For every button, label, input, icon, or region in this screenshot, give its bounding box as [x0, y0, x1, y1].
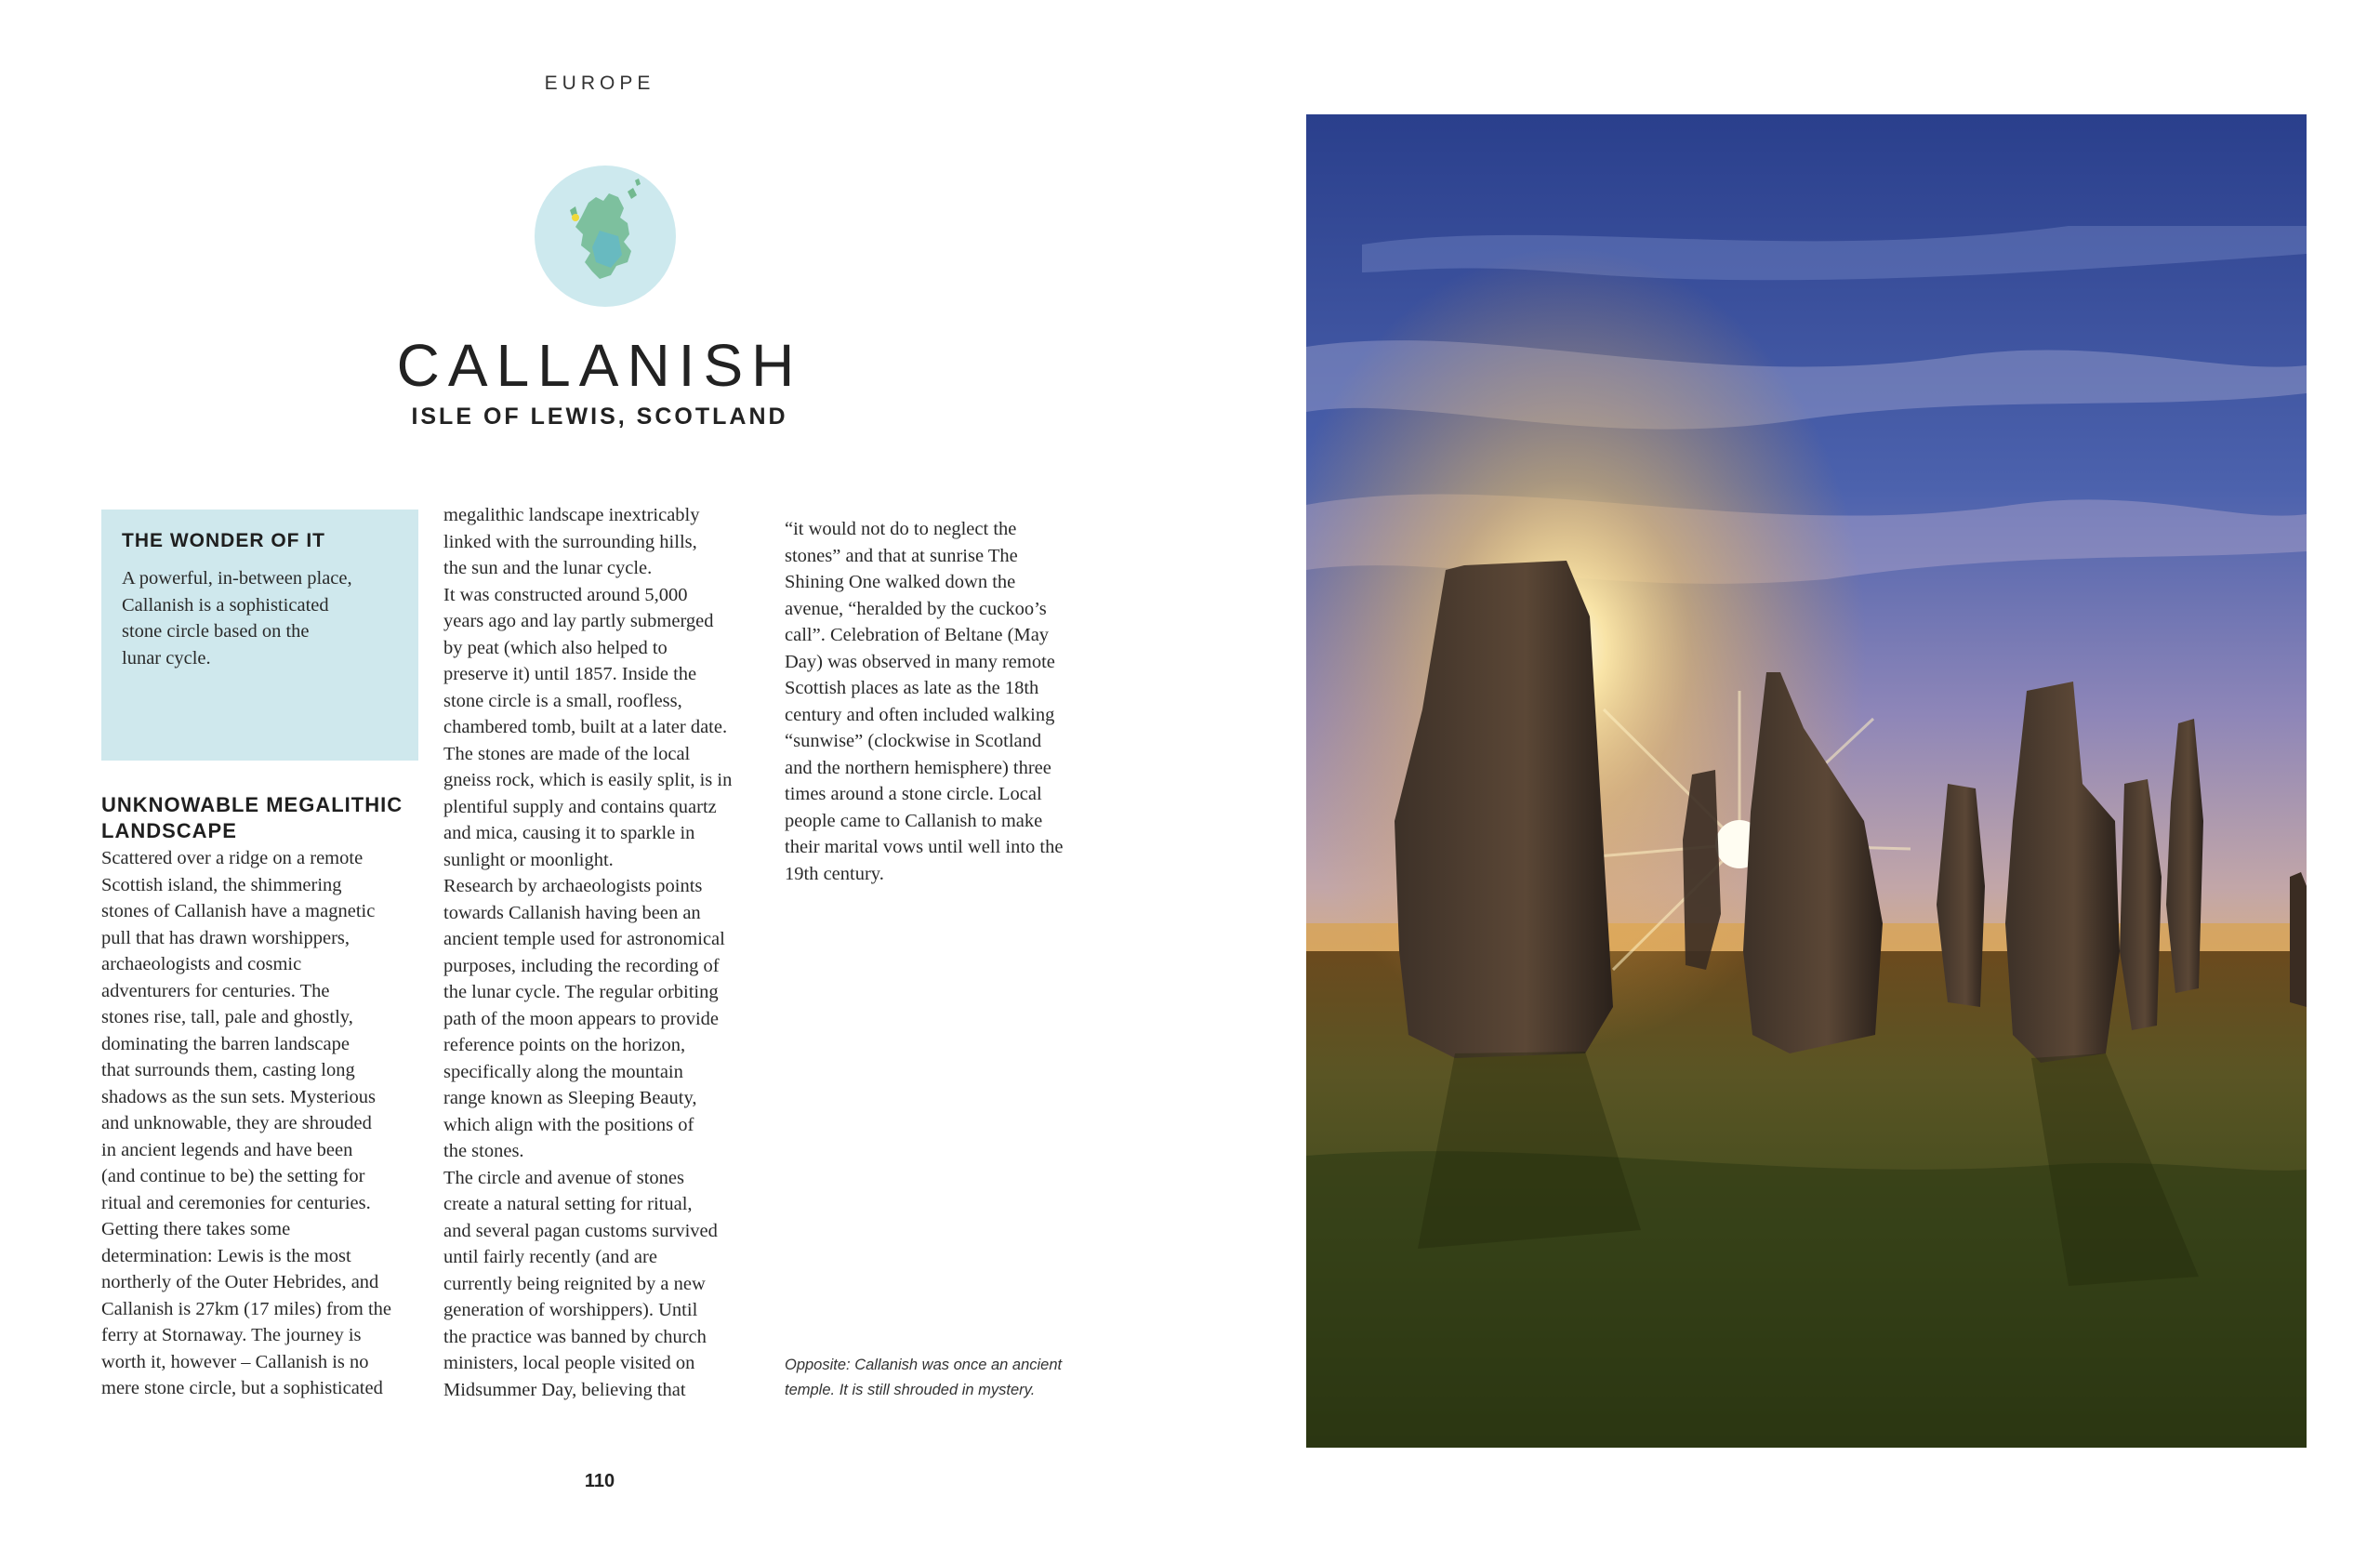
section-label: EUROPE	[544, 73, 655, 94]
wonder-text: A powerful, in-between place, Callanish is a sophisticated stone circle based on the lunar cycle.	[122, 568, 352, 669]
scotland-map-icon	[535, 165, 676, 307]
wonder-heading: THE WONDER OF IT	[122, 530, 325, 551]
standing-stones-sunset-photo	[1306, 114, 2307, 1448]
page-subtitle: ISLE OF LEWIS, SCOTLAND	[411, 404, 788, 430]
article-heading: UNKNOWABLE MEGALITHIC LANDSCAPE	[101, 793, 403, 842]
photo-caption: Opposite: Callanish was once an ancient temple. It is still shrouded in mystery.	[785, 1357, 1063, 1398]
page-number: 110	[584, 1471, 615, 1491]
article-column-2: megalithic landscape inextricably linked with the surrounding hills, the sun and the lunar cycle. It was constructed around 5,000 years ago and lay partly submerged by peat (which also helped to preserve it) until 1857. Inside the stone circle is a small, roofless, chambered tomb, built at a later date. The stones are made of the local gneiss rock, which is easily split, is in plentiful supply and contains quartz and mica, causing it to sparkle in sunlight or moonlight. Research by archaeologists points towards Callanish having been an ancient temple used for astronomical purposes, including the recording of the lunar cycle. The regular orbiting path of the moon appears to provide reference points on the horizon, specifically along the mountain range known as Sleeping Beauty, which align with the positions of the stones. The circle and avenue of stones create a natural setting for ritual, and several pagan customs survived until fairly recently (and are currently being reignited by a new generation of worshippers). Until the practice was banned by church ministers, local people visited on Midsummer Day, believing that	[443, 505, 733, 1400]
article-column-3: “it would not do to neglect the stones” and that at sunrise The Shining One walked down the avenue, “heralded by the cuckoo’s call”. Celebration of Beltane (May Day) was observed in many remote Scottish places as late as the 18th century and often included walking “sunwise” (clockwise in Scotland and the northern hemisphere) three times around a stone circle. Local people came to Callanish to make their marital vows until well into the 19th century.	[785, 519, 1064, 884]
article-column-1: Scattered over a ridge on a remote Scottish island, the shimmering stones of Callanish have a magnetic pull that has drawn worshippers, archaeologists and cosmic adventurers for centuries. The stones rise, tall, pale and ghostly, dominating the barren landscape that surrounds them, casting long shadows as the sun sets. Mysterious and unknowable, they are shrouded in ancient legends and have been (and continue to be) the setting for ritual and ceremonies for centuries. Getting there takes some determination: Lewis is the most northerly of the Outer Hebrides, and Callanish is 27km (17 miles) from the ferry at Stornaway. The journey is worth it, however – Callanish is no mere stone circle, but a sophisticated	[101, 848, 392, 1398]
page-title: CALLANISH	[396, 332, 803, 399]
wonder-sidebar-box	[101, 510, 418, 761]
